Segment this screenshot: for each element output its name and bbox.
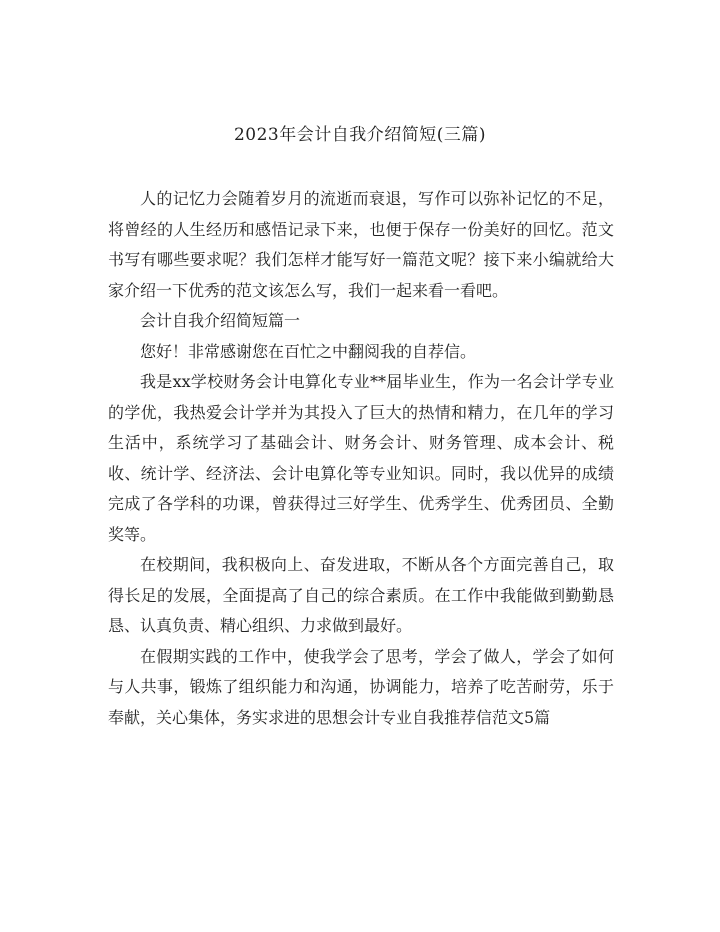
campus-paragraph: 在校期间，我积极向上、奋发进取，不断从各个方面完善自己，取得长足的发展，全面提高了自己的综合素质。在工作中我能做到勤勤恳恳、认真负责、精心组织、力求做到最好。 (108, 555, 614, 635)
document-body (108, 184, 614, 733)
document-title: 2023年会计自我介绍简短(三篇) (233, 125, 487, 145)
greeting-paragraph: 您好！非常感谢您在百忙之中翻阅我的自荐信。 (140, 341, 477, 361)
practice-paragraph: 在假期实践的工作中，使我学会了思考，学会了做人，学会了如何与人共事，锻炼了组织能力和沟通，协调能力，培养了吃苦耐劳，乐于奉献，关心集体，务实求进的思想会计专业自我推荐信范文5篇 (108, 646, 614, 727)
section-heading: 会计自我介绍简短篇一 (140, 311, 301, 330)
intro-paragraph: 人的记忆力会随着岁月的流逝而衰退，写作可以弥补记忆的不足，将曾经的人生经历和感悟记录下来，也便于保存一份美好的回忆。范文书写有哪些要求呢？我们怎样才能写好一篇范文呢？接下来小编就给大家介绍一下优秀的范文该怎么写，我们一起来看一看吧。 (108, 189, 614, 300)
education-paragraph: 我是xx学校财务会计电算化专业**届毕业生，作为一名会计学专业的学优，我热爱会计学并为其投入了巨大的热情和精力，在几年的学习生活中，系统学习了基础会计、财务会计、财务管理、成本会计、税收、统计学、经济法、会计电算化等专业知识。同时，我以优异的成绩完成了各学科的功课，曾获得过三好学生、优秀学生、优秀团员、全勤奖等。 (108, 372, 614, 544)
